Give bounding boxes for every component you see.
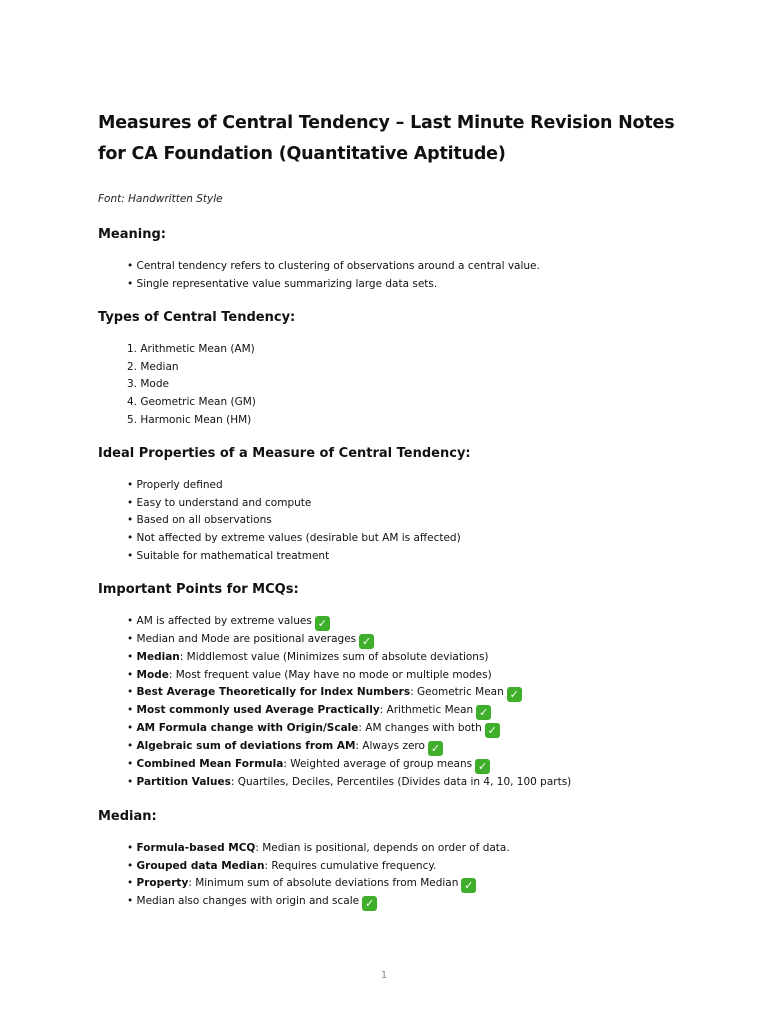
item-text: : Arithmetic Mean	[379, 704, 474, 717]
section-heading-median: Median:	[98, 808, 157, 824]
list-item: • Not affected by extreme values (desirable but AM is affected)	[127, 531, 461, 544]
list-item: 2. Median	[127, 360, 179, 373]
item-label: Grouped data Median	[136, 859, 265, 872]
list-item	[127, 613, 698, 631]
list-item: 4. Geometric Mean (GM)	[127, 395, 256, 408]
item-text: : Always zero	[355, 740, 425, 753]
item-label: Partition Values	[136, 776, 231, 789]
list-item	[127, 649, 698, 667]
item-text: Median and Mode are positional averages	[136, 633, 357, 646]
list-item	[127, 858, 698, 876]
list-item	[127, 756, 698, 774]
list-item: • Easy to understand and compute	[127, 496, 312, 509]
item-label: Median	[136, 651, 180, 664]
list-item	[127, 720, 698, 738]
page-number: 1	[380, 970, 388, 981]
item-text: AM is affected by extreme values	[136, 615, 312, 628]
item-text: : Median is positional, depends on order of data.	[255, 841, 510, 854]
check-mark-icon: ✓	[428, 741, 443, 756]
meaning-list	[98, 258, 698, 293]
bullet: •	[127, 877, 137, 890]
item-text: : Weighted average of group means	[283, 758, 473, 771]
list-item: • Based on all observations	[127, 514, 272, 527]
bullet: •	[127, 859, 137, 872]
check-mark-icon: ✓	[475, 759, 490, 774]
check-mark-icon: ✓	[461, 878, 476, 893]
bullet: •	[127, 841, 137, 854]
check-mark-icon: ✓	[476, 705, 491, 720]
item-text: : Geometric Mean	[410, 686, 504, 699]
item-text: : AM changes with both	[358, 722, 482, 735]
page-title: Measures of Central Tendency – Last Minute Revision Notes for CA Foundation (Quantitative Aptitude)	[98, 113, 675, 164]
section-heading-properties: Ideal Properties of a Measure of Central Tendency:	[98, 446, 471, 462]
check-mark-icon: ✓	[315, 616, 330, 631]
bullet: •	[127, 686, 137, 699]
mcqs-list	[98, 613, 698, 792]
list-item	[127, 774, 698, 792]
types-list	[98, 341, 698, 429]
check-mark-icon: ✓	[362, 896, 377, 911]
section-heading-meaning: Meaning:	[98, 227, 166, 242]
bullet: •	[127, 668, 137, 681]
document-page	[98, 108, 698, 911]
item-label: Property	[136, 877, 189, 890]
item-text: : Requires cumulative frequency.	[264, 859, 437, 872]
item-text: : Minimum sum of absolute deviations from Median	[188, 877, 459, 890]
item-label: Mode	[136, 668, 169, 681]
bullet: •	[127, 633, 137, 646]
list-item	[127, 893, 698, 911]
bullet: •	[127, 615, 137, 628]
list-item: • Suitable for mathematical treatment	[127, 549, 330, 562]
median-list	[98, 840, 698, 911]
list-item	[127, 667, 698, 685]
list-item	[127, 875, 698, 893]
bullet: •	[127, 722, 137, 735]
item-text: Median also changes with origin and scale	[136, 895, 360, 908]
item-label: Combined Mean Formula	[136, 758, 284, 771]
check-mark-icon: ✓	[507, 687, 522, 702]
item-text: : Quartiles, Deciles, Percentiles (Divides data in 4, 10, 100 parts)	[230, 776, 572, 789]
list-item: • Central tendency refers to clustering of observations around a central value.	[127, 260, 540, 272]
bullet: •	[127, 758, 137, 771]
bullet: •	[127, 895, 137, 908]
bullet: •	[127, 776, 137, 789]
list-item	[127, 702, 698, 720]
item-label: AM Formula change with Origin/Scale	[136, 722, 359, 735]
item-label: Algebraic sum of deviations from AM	[136, 740, 356, 753]
list-item	[127, 840, 698, 858]
item-label: Best Average Theoretically for Index Numbers	[136, 686, 411, 699]
bullet: •	[127, 704, 137, 717]
list-item: 1. Arithmetic Mean (AM)	[127, 343, 255, 356]
list-item	[127, 684, 698, 702]
item-text: : Middlemost value (Minimizes sum of absolute deviations)	[179, 651, 489, 664]
bullet: •	[127, 740, 137, 753]
list-item: 3. Mode	[127, 378, 169, 391]
section-heading-types: Types of Central Tendency:	[98, 310, 296, 326]
section-heading-mcqs: Important Points for MCQs:	[98, 582, 299, 598]
check-mark-icon: ✓	[359, 634, 374, 649]
item-label: Formula-based MCQ	[136, 841, 256, 854]
list-item	[127, 631, 698, 649]
check-mark-icon: ✓	[485, 723, 500, 738]
item-text: : Most frequent value (May have no mode or multiple modes)	[168, 668, 492, 681]
subtitle: Font: Handwritten Style	[98, 193, 223, 205]
properties-list	[98, 477, 698, 565]
item-label: Most commonly used Average Practically	[136, 704, 380, 717]
list-item: • Single representative value summarizing large data sets.	[127, 277, 438, 290]
bullet: •	[127, 651, 137, 664]
list-item: • Properly defined	[127, 479, 223, 492]
list-item	[127, 738, 698, 756]
list-item: 5. Harmonic Mean (HM)	[127, 413, 252, 426]
